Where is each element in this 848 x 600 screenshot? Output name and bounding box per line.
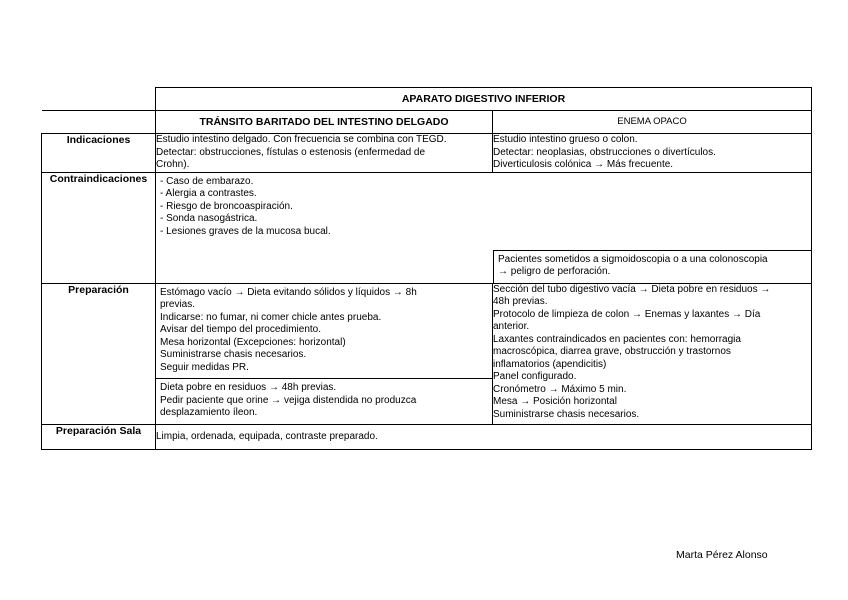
text-line: desplazamiento íleon.: [160, 407, 258, 418]
label-preparacion: Preparación: [42, 283, 156, 424]
header-row-main: [42, 88, 812, 111]
text-line: Estudio intestino delgado. Con frecuencia se combina con TEGD.: [156, 134, 447, 145]
text-line: Protocolo de limpieza de colon → Enemas y laxantes → Día: [493, 308, 761, 320]
label-contraindicaciones: Contraindicaciones: [42, 172, 156, 283]
text-line: macroscópica, diarrea grave, obstrucción y trastornos: [493, 346, 731, 357]
preparacion-col2: [493, 283, 812, 424]
text-line: 48h previas.: [493, 296, 548, 307]
text-line: Mesa horizontal (Excepciones: horizontal): [160, 336, 346, 348]
label-indicaciones: Indicaciones: [42, 134, 156, 173]
row-preparacion-sala: [42, 424, 812, 450]
preparacion-sala-value: Limpia, ordenada, equipada, contraste preparado.: [156, 424, 812, 450]
text-line: Cronómetro → Máximo 5 min.: [493, 383, 627, 395]
header-col1: TRÁNSITO BARITADO DEL INTESTINO DELGADO: [156, 111, 493, 134]
text-line: Detectar: obstrucciones, fístulas o estenosis (enfermedad de: [156, 146, 426, 158]
label-preparacion-sala: Preparación Sala: [42, 424, 156, 450]
text-line: Suministrarse chasis necesarios.: [493, 408, 640, 420]
digestive-table: [41, 87, 812, 450]
text-line: - Riesgo de broncoaspiración.: [160, 200, 293, 212]
text-line: Panel configurado.: [493, 371, 577, 382]
text-line: Sección del tubo digestivo vacía → Dieta pobre en residuos →: [493, 283, 771, 295]
text-line: Estudio intestino grueso o colon.: [493, 134, 638, 145]
text-line: - Alergia a contrastes.: [160, 188, 257, 199]
text-line: Laxantes contraindicados en pacientes con: hemorragia: [493, 333, 741, 345]
text-line: Detectar: neoplasias, obstrucciones o divertículos.: [493, 146, 716, 158]
corner-blank: [42, 88, 156, 111]
text-line: Diverticulosis colónica → Más frecuente.: [493, 159, 674, 170]
text-line: - Lesiones graves de la mucosa bucal.: [160, 225, 331, 237]
row-indicaciones: [42, 134, 812, 173]
text-line: Pedir paciente que orine → vejiga distendida no produzca: [160, 394, 417, 406]
text-line: anterior.: [493, 321, 530, 332]
text-line: Seguir medidas PR.: [160, 361, 249, 373]
header-row-sub: [42, 111, 812, 134]
corner-blank-2: [42, 111, 156, 134]
text-line: - Sonda nasogástrica.: [160, 213, 258, 224]
text-line: Suministrarse chasis necesarios.: [160, 349, 307, 360]
text-line: previas.: [160, 299, 196, 310]
contra-wrap: [156, 173, 811, 283]
preparacion-col1-bottom: [156, 378, 492, 424]
header-col2: ENEMA OPACO: [493, 111, 812, 134]
text-line: Indicarse: no fumar, ni comer chicle antes prueba.: [160, 311, 382, 323]
preparacion-col1-top: [156, 284, 492, 379]
text-line: inflamatorios (apendicitis): [493, 358, 607, 370]
preparacion-col1: [156, 283, 493, 424]
text-line: Estómago vacío → Dieta evitando sólidos y líquidos → 8h: [160, 286, 417, 298]
text-line: → peligro de perforación.: [498, 266, 611, 277]
author-name: Marta Pérez Alonso: [676, 549, 768, 561]
row-preparacion: [42, 283, 812, 424]
text-line: Crohn).: [156, 159, 190, 170]
text-line: Mesa → Posición horizontal: [493, 396, 617, 407]
indicaciones-col1: [156, 134, 493, 173]
text-line: Pacientes sometidos a sigmoidoscopia o a una colonoscopia: [498, 253, 768, 265]
text-line: Avisar del tiempo del procedimiento.: [160, 324, 322, 335]
header-main: APARATO DIGESTIVO INFERIOR: [156, 88, 812, 111]
text-line: Dieta pobre en residuos → 48h previas.: [160, 382, 337, 393]
contraindicaciones-col2: [493, 250, 811, 283]
indicaciones-col2: [493, 134, 812, 173]
contraindicaciones-cell: [156, 172, 812, 283]
text-line: - Caso de embarazo.: [160, 175, 254, 187]
contraindicaciones-shared: [156, 173, 811, 243]
row-contraindicaciones: [42, 172, 812, 283]
